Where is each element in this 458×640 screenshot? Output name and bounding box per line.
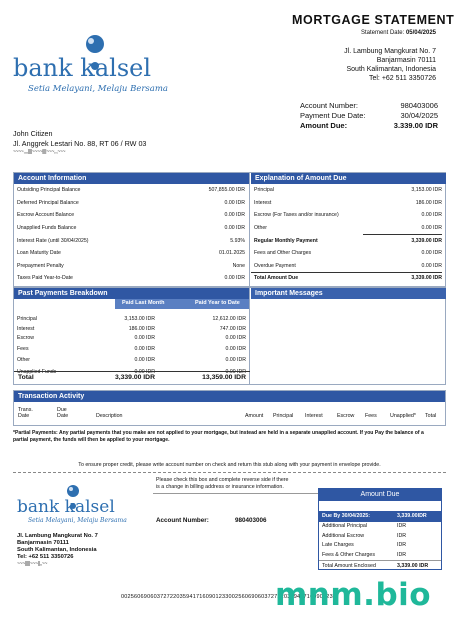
col-total: Total [425,413,437,419]
past-payment-label: Principal [17,316,37,323]
col-amount: Amount [245,413,264,419]
partial-payments-note: *Partial Payments: Any partial payments that you make are not applied to your mortgage, but instead are held in a separate unapplied account. If you Pay the balance of a partial payment, the funds will then be applied to your mortgage. [13,430,424,443]
amount-due-row-label: Additional Principal [322,523,368,529]
account-info-row [14,247,249,260]
stub-logo-tagline: Setia Melayani, Melaju Bersama [28,517,127,524]
past-payment-last-month: 186.00 IDR [128,325,155,332]
micr-line: 002560690603727220359417160901233002560690603727220359417160901233 [121,594,337,600]
past-payment-label: Interest [17,325,35,332]
amount-due-row-value: IDR [397,542,407,549]
amount-due-row-label: Fees & Other Charges [322,551,375,558]
past-payments-section [14,288,250,384]
past-payment-last-month: 0.00 IDR [134,345,155,352]
stub-account-label: Account Number: [156,517,209,524]
col-description: Description [96,413,123,419]
past-payments-header: Past Payments Breakdown [14,288,249,299]
amount-due-row-value: IDR [397,532,407,539]
account-info-label: Loan Maturity Date [17,250,61,257]
amount-due-row [319,522,441,532]
amount-due-row [319,541,441,551]
past-payment-row [14,314,250,325]
past-payment-ytd: 0.00 IDR [225,369,246,376]
col-unapplied: Unapplied* [390,413,416,419]
total-enclosed-row [319,560,441,571]
past-payment-label: Escrow [17,335,35,342]
bank-address-line-3: South Kalimantan, Indonesia [346,66,436,73]
past-payment-last-month: 3,153.00 IDR [124,316,155,323]
explanation-value: 0.00 IDR [421,262,442,269]
col-paid-ytd: Paid Year to Date [195,300,240,306]
past-payment-ytd: 0.00 IDR [225,335,246,342]
amount-due-box-header: Amount Due [319,489,441,501]
explanation-label: Principal [254,187,274,194]
due-by-row [319,511,441,522]
amount-due-value: 3.339.00 IDR [393,121,438,130]
explanation-header: Explanation of Amount Due [251,173,446,184]
explanation-label: Fees and Other Charges [254,250,312,257]
col-principal: Principal [273,413,294,419]
past-payment-label: Unapplied Funds [17,369,57,376]
customer-address: Jl. Anggrek Lestari No. 88, RT 06 / RW 03 [13,139,147,148]
customer-address-scribble: ~~~~,,,,||||~~~~||||~~~,,,~~~ [13,149,66,155]
amount-due-row-value: IDR [397,523,407,529]
explanation-label: Overdue Payment [254,262,296,269]
account-information-section [14,173,250,286]
amount-due-row [319,551,441,561]
due-by-label: Due By 30/04/2025: [322,513,370,519]
statement-date-value: 05/04/2025 [405,30,436,36]
col-due-date: Due Date [57,407,69,419]
explanation-label: Interest [254,199,272,206]
explanation-sum-line [251,272,442,273]
bank-logo [13,34,183,96]
amount-due-row-value: IDR [397,551,407,558]
address-change-text-1: Please check this box and complete reverse side if there [156,477,289,483]
col-paid-last-month: Paid Last Month [122,300,165,306]
stub-logo-wordmark: bank kalsel [17,497,115,517]
account-info-value: 0.00 IDR [224,225,245,232]
past-payment-ytd: 0.00 IDR [225,356,246,363]
amount-due-row-label: Late Charges [322,542,354,549]
account-info-label: Prepayment Penalty [17,262,64,269]
explanation-value: 0.00 IDR [421,212,442,219]
explanation-value: 0.00 IDR [421,225,442,232]
explanation-row [251,234,446,247]
account-info-label: Outsiding Principal Balance [17,187,81,194]
stub-address-line-4: Tel: +62 511 3350726 [17,554,74,560]
explanation-section [251,173,446,286]
col-interest: Interest [305,413,323,419]
stub-address-line-1: Jl. Lambung Mangkurat No. 7 [17,533,98,539]
account-info-value: None [232,262,245,269]
account-info-label: Escrow Account Balance [17,212,75,219]
cut-line [13,472,446,473]
stub-address-scribble: ~~~|||||~~~||,,~~ [17,561,48,567]
address-change-text-2: is a change in billing address or insurance information. [156,484,284,490]
past-payments-total-row [14,371,250,383]
past-payment-last-month: 0.00 IDR [134,335,155,342]
explanation-row [251,272,446,285]
explanation-row [251,209,446,222]
stub-instruction: To ensure proper credit, please write account number on check and return this stub along with your payment in envelope provide. [78,462,381,468]
stub-bank-logo [17,482,137,528]
amount-due-box [318,488,442,570]
account-info-label: Taxes Paid Year-to-Date [17,275,73,282]
past-payment-ytd: 0.00 IDR [225,345,246,352]
past-payment-row [14,325,250,334]
account-panel [13,172,446,287]
explanation-sum-line [363,234,442,235]
transaction-activity-header: Transaction Activity [14,391,445,402]
account-info-value: 0.00 IDR [224,212,245,219]
account-info-value: 01.01.2025 [219,250,245,257]
past-payment-row [14,333,250,344]
account-info-value: 507,855.00 IDR [208,187,245,194]
transaction-activity-panel [13,390,446,426]
logo-tagline: Setia Melayani, Melaju Bersama [28,84,168,94]
account-info-label: Deferred Principal Balance [17,199,79,206]
explanation-row [251,197,446,210]
col-trans-date: Trans. Date [18,407,33,419]
account-info-row [14,260,249,273]
bank-address-line-2: Banjarmasin 70111 [376,57,436,64]
col-fees: Fees [365,413,377,419]
amount-due-label: Amount Due: [300,121,348,130]
account-info-row [14,197,249,210]
explanation-row [251,222,446,235]
account-info-value: 5.93% [230,237,245,244]
account-info-value: 0.00 IDR [224,199,245,206]
past-payment-ytd: 747.00 IDR [219,325,246,332]
explanation-row [251,184,446,197]
past-payment-last-month: 0.00 IDR [134,369,155,376]
explanation-label: Escrow (For Taxes and/or insurance) [254,212,339,219]
past-payment-ytd: 12,612.00 IDR [212,316,246,323]
past-payments-col-headers [115,299,249,309]
stub-address-line-3: South Kalimantan, Indonesia [17,547,97,553]
explanation-value: 186.00 IDR [415,199,442,206]
customer-name: John Citizen [13,129,53,138]
total-enclosed-label: Total Amount Enclosed [322,563,376,570]
explanation-row [251,247,446,260]
explanation-value: 0.00 IDR [421,250,442,257]
total-ytd: 13,359.00 IDR [202,374,246,381]
bank-address-line-4: Tel: +62 511 3350726 [368,75,436,82]
account-number-label: Account Number: [300,101,358,110]
past-payment-label: Other [17,356,30,363]
account-information-header: Account Information [14,173,249,184]
explanation-label: Other [254,225,267,232]
statement-title: MORTGAGE STATEMENT [292,13,455,27]
bank-address-line-1: Jl. Lambung Mangkurat No. 7 [344,48,436,55]
account-info-value: 0.00 IDR [224,275,245,282]
col-escrow: Escrow [337,413,355,419]
explanation-value: 3,153.00 IDR [411,187,442,194]
account-info-row [14,222,249,235]
total-label: Total [18,374,34,381]
past-payment-row [14,344,250,355]
due-date-label: Payment Due Date: [300,111,366,120]
due-date-value: 30/04/2025 [400,111,438,120]
past-payment-last-month: 0.00 IDR [134,356,155,363]
account-info-label: Unapplied Funds Balance [17,225,77,232]
account-info-label: Interest Rate (until 30/04/2025) [17,237,89,244]
explanation-value: 3,339.00 IDR [411,275,442,282]
logo-wordmark: bank kalsel [13,54,152,82]
stub-address-line-2: Banjarmasin 70111 [17,540,69,546]
important-messages-header: Important Messages [251,288,446,299]
account-info-row [14,209,249,222]
important-messages-section [251,288,446,299]
explanation-label: Total Amount Due [254,275,299,282]
amount-due-row-label: Additional Escrow [322,532,365,539]
stub-account-number: 980403006 [235,517,267,524]
statement-date [361,30,436,36]
explanation-row [251,260,446,273]
total-last-month: 3,339.00 IDR [114,374,155,381]
past-payment-label: Fees [17,345,29,352]
past-payment-row [14,354,250,365]
account-info-row [14,184,249,197]
account-info-row [14,234,249,247]
statement-date-label: Statement Date: [360,30,405,36]
amount-due-row [319,532,441,542]
explanation-value: 3,339.00 IDR [411,237,442,244]
total-enclosed-value: 3,339.00 IDR [397,563,429,570]
due-by-value: 3,339.00IDR [397,513,427,519]
account-info-row [14,272,249,285]
watermark: mnm.bio [275,577,432,613]
account-number-value: 980403006 [400,101,438,110]
explanation-label: Regular Monthly Payment [254,237,318,244]
past-payments-panel [13,287,446,385]
